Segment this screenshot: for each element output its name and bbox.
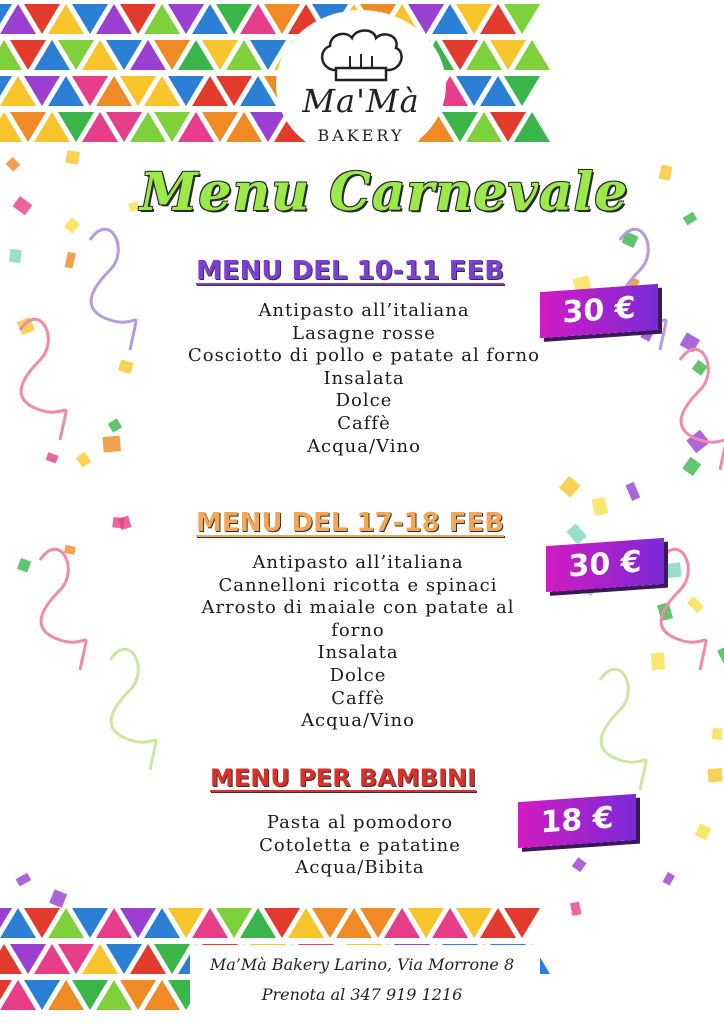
confetti-piece — [64, 217, 80, 234]
menu-item: Caffè — [337, 412, 391, 434]
confetti-piece — [65, 252, 76, 269]
menu-items-1 — [164, 300, 564, 458]
confetti-piece — [662, 562, 681, 578]
confetti-piece — [6, 157, 21, 172]
streamer-decoration — [40, 549, 86, 670]
confetti-piece — [695, 823, 712, 840]
confetti-piece — [651, 652, 665, 670]
page-title: Menu Carnevale — [140, 162, 629, 223]
menu-item: Acqua/Bibita — [295, 857, 425, 879]
menu-item: Arrosto di maiale con patate al — [201, 597, 515, 619]
price-tag-2: 30 € — [546, 538, 664, 592]
confetti-piece — [64, 545, 76, 555]
price-tag-1: 30 € — [540, 284, 658, 338]
confetti-piece — [682, 457, 701, 476]
menu-items-kids — [210, 812, 510, 880]
logo-subtitle: BAKERY — [317, 126, 405, 145]
confetti-piece — [16, 873, 32, 887]
confetti-piece — [9, 249, 22, 263]
confetti-piece — [708, 768, 723, 782]
confetti-piece — [717, 646, 724, 663]
menu-item: Insalata — [317, 642, 399, 664]
menu-item: Dolce — [335, 390, 393, 412]
menu-item: Acqua/Vino — [307, 435, 421, 457]
streamer-decoration — [90, 229, 136, 350]
price-tag-kids: 18 € — [518, 794, 636, 848]
footer-booking: Prenota al 347 919 1216 — [261, 985, 463, 1004]
confetti-piece — [49, 889, 67, 908]
menu-item: Antipasto all’italiana — [258, 300, 470, 321]
confetti-piece — [570, 902, 581, 916]
confetti-piece — [663, 872, 675, 886]
confetti-piece — [683, 212, 697, 226]
confetti-piece — [76, 452, 91, 468]
confetti-piece — [572, 857, 587, 872]
menu-item: Antipasto all’italiana — [252, 552, 464, 573]
confetti-piece — [566, 524, 586, 545]
menu-item: Dolce — [329, 664, 387, 686]
menu-item: Cosciotto di pollo e patate al forno — [188, 345, 540, 367]
menu-item: Acqua/Vino — [301, 710, 415, 732]
menu-item: Insalata — [323, 367, 405, 389]
confetti-piece — [112, 517, 124, 529]
menu-item: forno — [331, 619, 385, 641]
streamer-decoration — [20, 319, 66, 440]
menu-item: Lasagne rosse — [292, 322, 436, 344]
menu-heading-2: MENU DEL 17-18 FEB — [196, 508, 505, 538]
menu-item: Cotoletta e patatine — [259, 834, 461, 856]
confetti-piece — [692, 360, 708, 376]
confetti-piece — [65, 150, 80, 165]
confetti-piece — [13, 196, 33, 215]
menu-heading-1: MENU DEL 10-11 FEB — [196, 256, 505, 286]
menu-item: Pasta al pomodoro — [266, 812, 454, 833]
confetti-piece — [46, 452, 59, 463]
confetti-piece — [17, 558, 31, 572]
menu-heading-kids: MENU PER BAMBINI — [210, 764, 477, 792]
footer-address: Ma’Mà Bakery Larino, Via Morrone 8 — [209, 955, 515, 974]
confetti-piece — [687, 596, 704, 613]
confetti-piece — [591, 497, 608, 516]
streamer-decoration — [110, 649, 156, 770]
menu-item: Cannelloni ricotta e spinaci — [218, 574, 498, 596]
menu-items-2 — [176, 552, 540, 733]
confetti-piece — [712, 728, 723, 740]
logo-brand: Ma'Mà — [302, 82, 420, 120]
confetti-piece — [659, 165, 673, 181]
confetti-piece — [102, 436, 121, 453]
confetti-piece — [128, 201, 140, 212]
confetti-piece — [625, 482, 640, 501]
chef-hat-icon — [316, 26, 406, 82]
confetti-piece — [108, 418, 122, 432]
confetti-piece — [559, 476, 581, 498]
streamer-decoration — [600, 669, 646, 790]
bakery-logo — [276, 10, 446, 160]
menu-item: Caffè — [331, 687, 385, 709]
confetti-piece — [118, 359, 134, 374]
